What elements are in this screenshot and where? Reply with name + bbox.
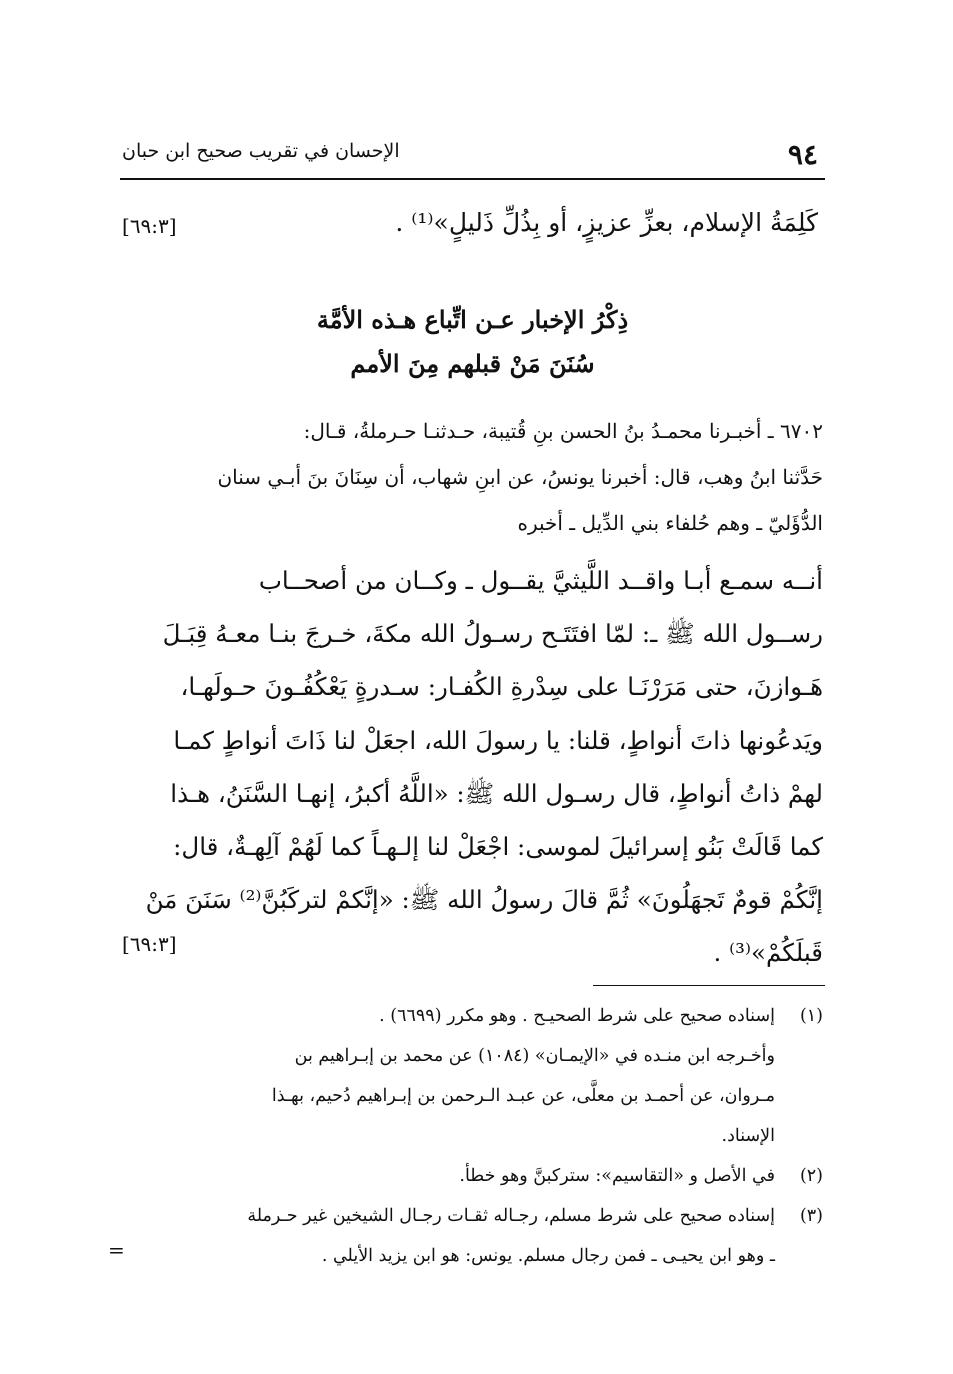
footnote-2 — [118, 1156, 823, 1196]
footnote-line: في الأصل و «التقاسيم»: ستركبنَّ وهو خطأ. — [459, 1166, 775, 1186]
previous-hadith-reference: [٦٩:٣] — [122, 214, 177, 238]
isnad-line: حَدَّثنا ابنُ وهب، قال: أخبرنا يونسُ، عن ابنِ شهاب، أن سِنَانَ بنَ أبـي سنان — [217, 465, 823, 489]
matn-line: أنــه سمـع أبـا واقــد اللَّيثيَّ يقــول ـ وكــان من أصحــاب — [258, 566, 823, 595]
matn-line: إنَّكُمْ قومٌ تَجهَلُونَ» ثُمَّ قالَ رسولُ الله ﷺ: «إنَّكمْ لتركَبُنَّ⁽²⁾ سَنَنَ مَنْ — [145, 885, 823, 915]
footnote-number: (٣) — [799, 1206, 823, 1226]
footnote-3 — [118, 1196, 823, 1236]
hadith-matn — [118, 554, 823, 980]
matn-line: لهمْ ذاتُ أنواطٍ، قال رسـول الله ﷺ: «اللَّهُ أكبرُ، إنهـا السَّنَنُ، هـذا — [170, 778, 823, 808]
footnote-line: مـروان، عن أحمـد بن معلَّى، عن عبـد الـرحمن بن إبـراهيم دُحيم، بهـذا — [271, 1086, 775, 1106]
continuation-mark: = — [108, 1238, 125, 1262]
footnote-line: ـ وهو ابن يحيـى ـ فمن رجال مسلم. يونس: هو ابن يزيد الأيلي . — [321, 1246, 775, 1266]
previous-hadith-closing-line: كَلِمَةُ الإسلام، بعزِّ عزيزٍ، أو بِذُلِّ ذَليلٍ»⁽¹⁾ . — [395, 208, 818, 237]
hadith-reference: [٦٩:٣] — [122, 932, 177, 956]
chapter-title-line-2: سُنَنَ مَنْ قبلهم مِنَ الأمم — [350, 349, 595, 378]
footnote-1 — [118, 996, 823, 1036]
isnad-line: ٦٧٠٢ ـ أخبـرنا محمـدُ بنُ الحسن بنِ قُتيبة، حـدثنـا حـرملةُ، قـال: — [303, 419, 823, 443]
isnad-line: الدُّؤَليّ ـ وهم حُلفاء بني الدِّيل ـ أخبره — [517, 511, 823, 535]
footnote-separator — [593, 985, 825, 986]
footnote-number: (١) — [799, 1006, 823, 1026]
header-rule — [120, 178, 825, 180]
matn-line: هَـوازنَ، حتى مَرَرْنَـا على سِدْرةِ الكُفـار: سـدرةٍ يَعْكُفُـونَ حـولَهـا، — [180, 672, 823, 702]
matn-line: ويَدعُونها ذاتَ أنواطٍ، قلنا: يا رسولَ الله، اجعَلْ لنا ذَاتَ أنواطٍ كمـا — [173, 725, 823, 755]
footnote-line: إسناده صحيح على شرط مسلم، رجـاله ثقـات رجـال الشيخين غير حـرملة — [247, 1206, 775, 1226]
footnotes — [118, 996, 823, 1276]
matn-line: رســول الله ﷺ ـ: لمّا افتَتَـح رسـولُ الله مكةَ، خـرجَ بنـا معـهُ قِبَـلَ — [162, 619, 823, 649]
page-number: ٩٤ — [787, 138, 818, 171]
matn-line: قَبلَكُمْ»⁽³⁾ . — [713, 938, 823, 968]
chapter-heading — [120, 298, 825, 386]
footnote-line: الإسناد. — [721, 1126, 775, 1146]
footnote-line: وأخـرجه ابن منـده في «الإيمـان» (١٠٨٤) عن محمد بن إبـراهيم بن — [294, 1046, 775, 1066]
matn-line: كما قَالَتْ بَنُو إسرائيلَ لموسى: اجْعَلْ لنا إلـهـاً كما لَهُمْ آلِهـةٌ، قال: — [173, 832, 823, 862]
hadith-isnad — [118, 408, 823, 546]
footnote-line: إسناده صحيح على شرط الصحيـح . وهو مكرر (٦٦٩٩) . — [379, 1006, 775, 1026]
chapter-title-line-1: ذِكْرُ الإخبار عـن اتِّباع هـذه الأمَّة — [316, 305, 629, 334]
footnote-number: (٢) — [799, 1166, 823, 1186]
running-title: الإحسان في تقريب صحيح ابن حبان — [122, 140, 400, 162]
